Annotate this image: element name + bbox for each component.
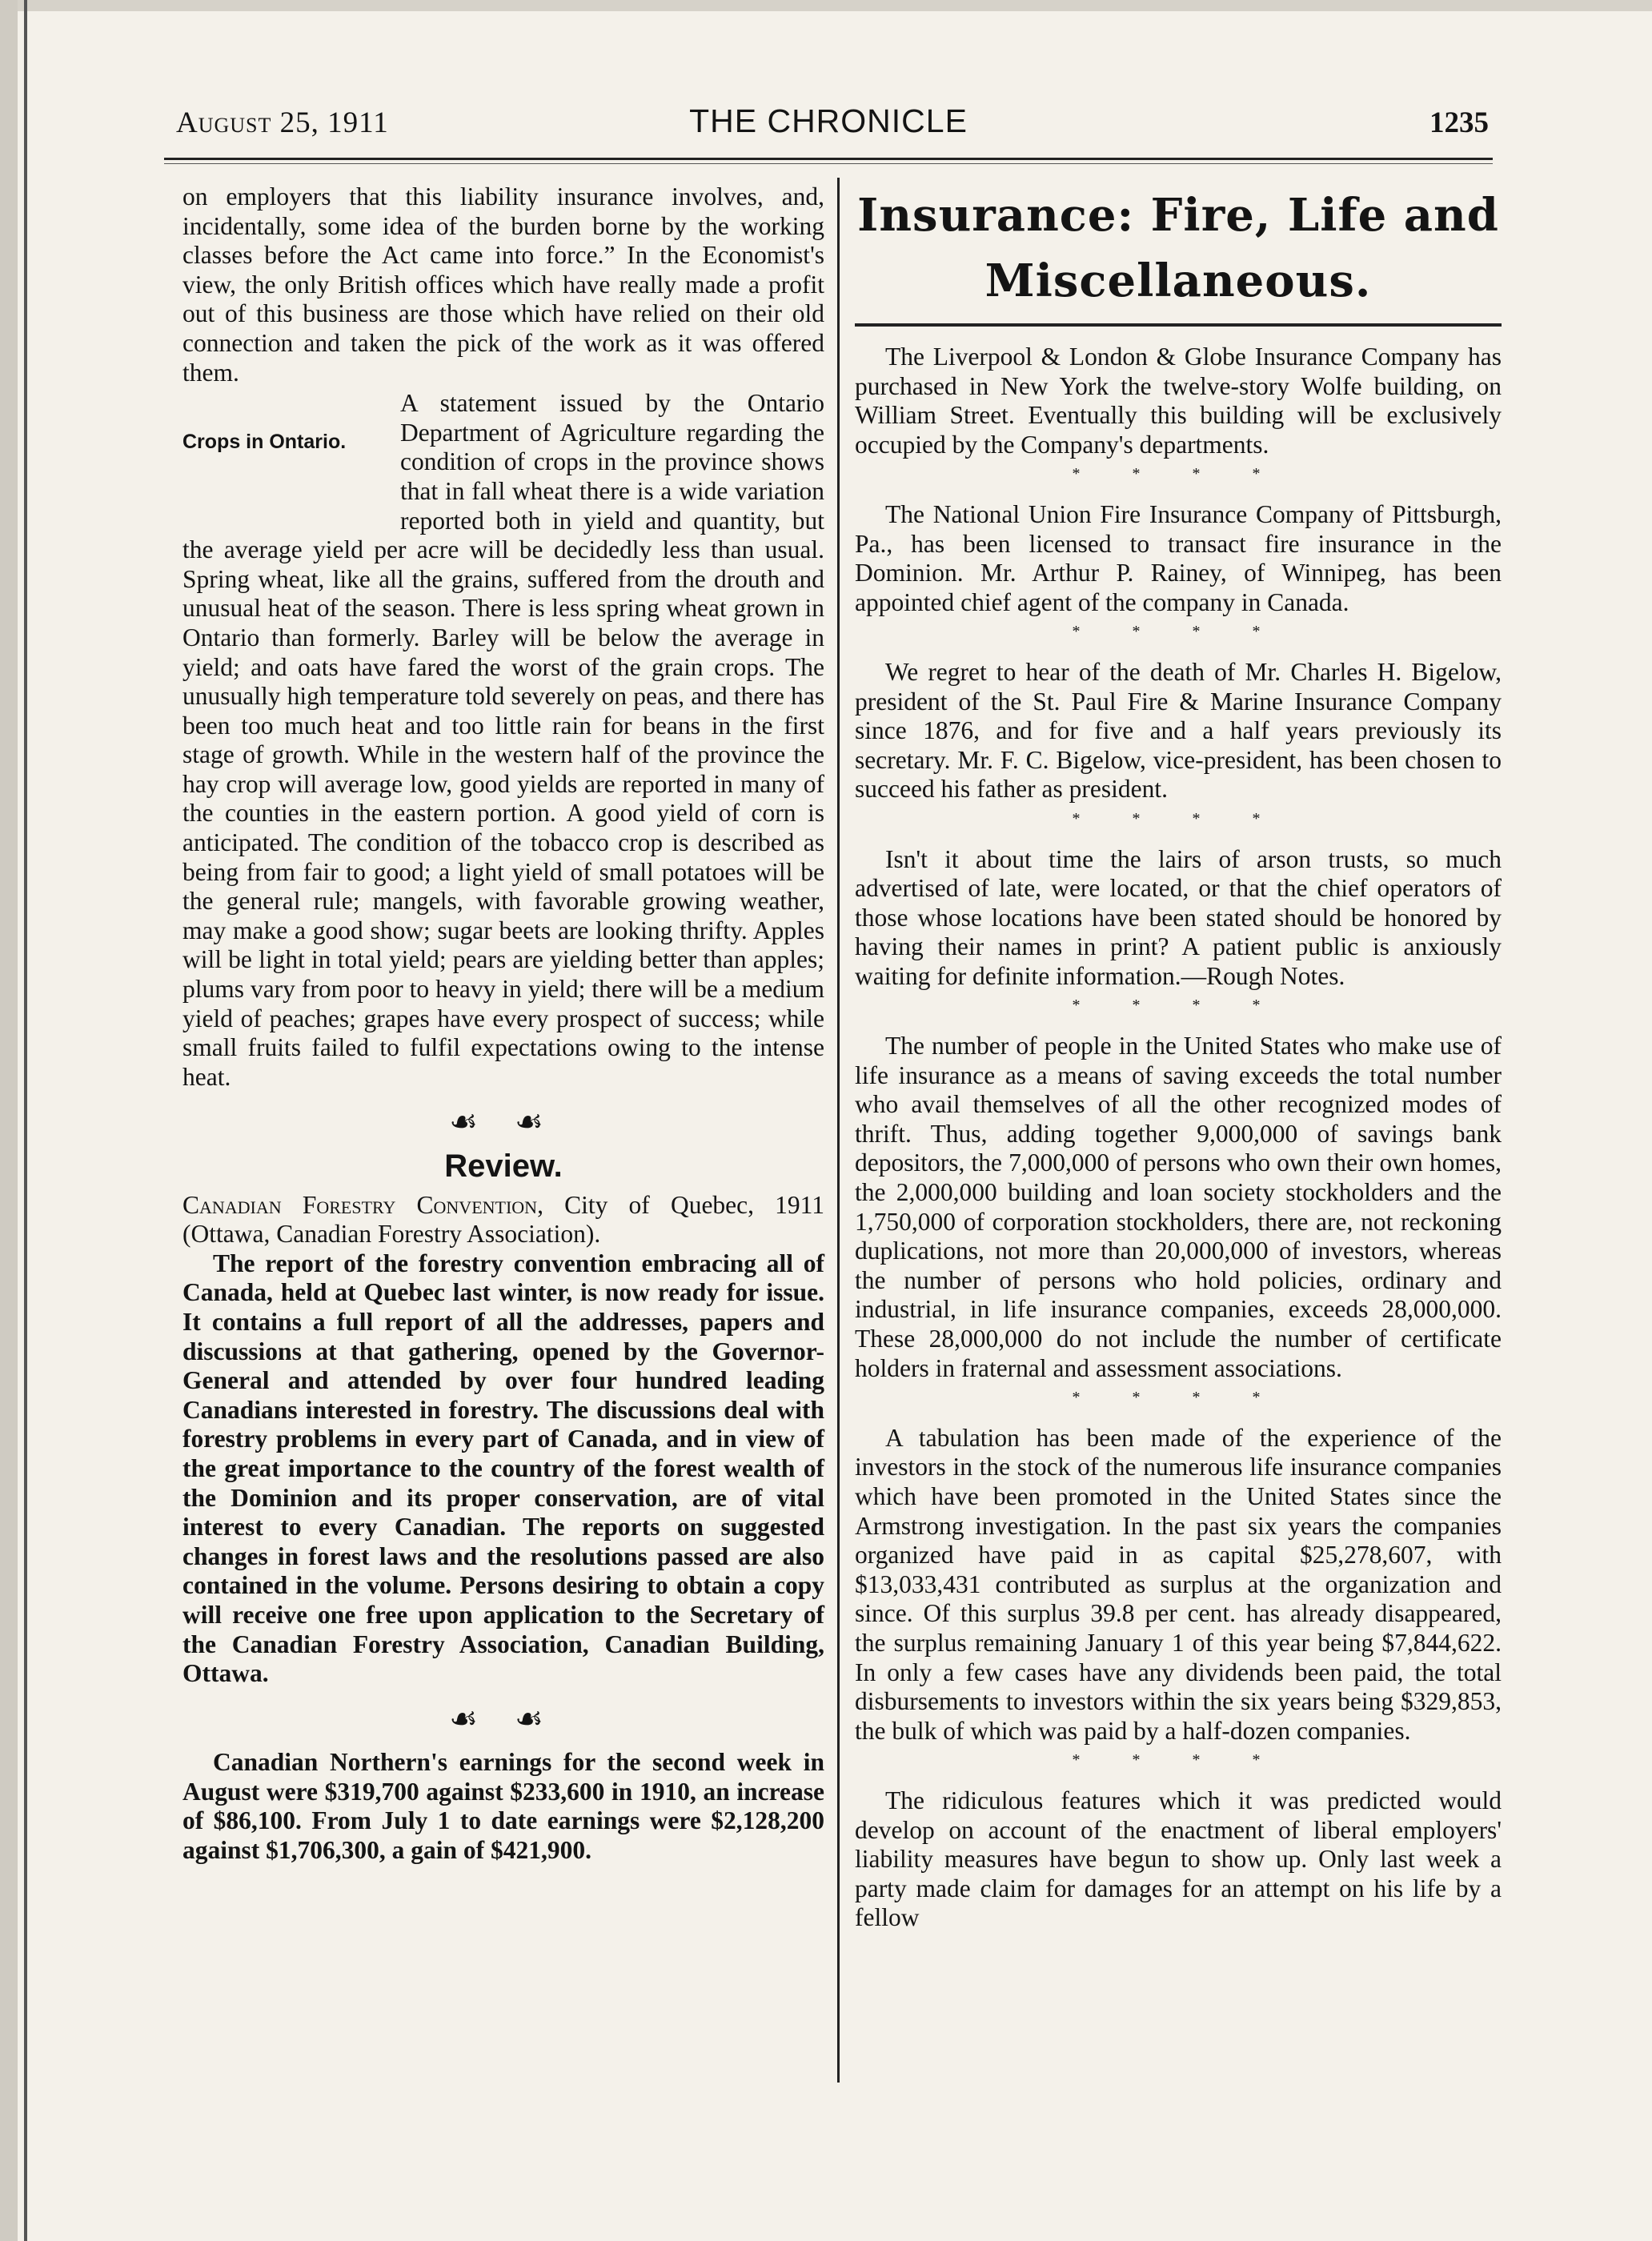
left-column [182, 182, 824, 1866]
item-separator: * * * * [1072, 623, 1285, 641]
liability-continuation: on employers that this liability insurance involves, and, incidentally, some idea of the burden borne by the working classes before the Act came into force.” In the Economist's view, the only British offices which have really made a profit out of this business are those which have relied on their old connection and taken the pick of the work as it was offered them. [182, 182, 824, 387]
earnings-text: Canadian Northern's earnings for the second week in August were $319,700 against $233,600 in 1910, an increase of $86,100. From July 1 to date earnings were $2,128,200 against $1,706,300, a gain of $421,900. [182, 1748, 824, 1865]
page-number: 1235 [1429, 106, 1489, 139]
item-separator: * * * * [1072, 1751, 1285, 1770]
crops-heading: Crops in Ontario. [182, 431, 347, 454]
item-separator: * * * * [1072, 1389, 1285, 1407]
section-title-line-1: Insurance: Fire, Life and [857, 189, 1499, 242]
item-separator: * * * * [1072, 465, 1285, 483]
news-item-national-union: The National Union Fire Insurance Company of Pittsburgh, Pa., has been licensed to transact fire insurance in the Dominion. Mr. Arthur P. Rainey, of Winnipeg, has been appointed chief agent of the company in Canada. [855, 499, 1502, 616]
crops-article [182, 389, 824, 1092]
news-item-thrift: The number of people in the United States who make use of life insurance as a means of saving exceeds the total number who avail themselves of all the other recognized modes of thrift. Thus, adding together 9,000,000 of savings bank depositors, the 7,000,000 of persons who own their own homes, the 2,000,000 building and loan society stockholders and the 1,750,000 of corporation stockholders, there are, not reckoning duplications, not more than 20,000,000 of investors, whereas the number of persons who hold policies, ordinary and industrial, in life insurance companies, exceeds 28,000,000. These 28,000,000 do not include the number of certificate holders in fraternal and assessment associations. [855, 1032, 1502, 1382]
section-ornament: ☙ ☙ [449, 1104, 558, 1141]
right-column [855, 182, 1502, 1933]
review-citation-title: Canadian Forestry Convention, [182, 1190, 543, 1219]
page-binding-line [24, 0, 27, 2241]
news-item-liability: The ridiculous features which it was predicted would develop on account of the enactment of liberal employers' liability measures have begun to show up. Only last week a party made claim for damages for an attempt on his life by a fellow [855, 1786, 1502, 1932]
item-separator: * * * * [1072, 996, 1285, 1015]
crops-text: A statement issued by the Ontario Department of Agriculture regarding the condition of crops in the province shows that in fall wheat there is a wide variation reported both in yield and quantity, but the average yield per acre will be decidedly less than usual. Spring wheat, like all the grains, suffered from the drouth and unusual heat of the season. There is less spring wheat grown in Ontario than formerly. Barley will be below the average in yield; and oats have fared the worst of the grain crops. The unusually high temperature told severely on peas, and there has been too much heat and too little rain for beans in the first stage of growth. While in the western half of the province the hay crop will average low, good yields are reported in many of the counties in the eastern portion. A good yield of corn is anticipated. The condition of the tobacco crop is described as being from fair to good; a light yield of small potatoes will be the general rule; mangels, with favorable growing weather, may make a good show; sugar beets are looking thrifty. Apples will be light in total yield; pears are yielding better than apples; plums vary from poor to heavy in yield; there will be a medium yield of peaches; grapes have every prospect of success; while small fruits failed to fulfil expectations owing to the intense heat. [182, 389, 824, 1091]
section-title [855, 182, 1502, 314]
section-ornament-2: ☙ ☙ [449, 1700, 558, 1737]
review-citation [182, 1191, 824, 1249]
header-rule [164, 158, 1493, 160]
news-item-arson: Isn't it about time the lairs of arson trusts, so much advertised of late, were located, or that the chief operators of those whose locations have been stated should be honored by having their names in print? A patient public is anxiously waiting for definite information.—Rough Notes. [855, 844, 1502, 990]
publication-title: THE CHRONICLE [689, 102, 968, 139]
review-text: The report of the forestry convention embracing all of Canada, held at Quebec last winter, is now ready for issue. It contains a full report of all the addresses, papers and discussions at that gathering, opened by the Governor-General and attended by over four hundred leading Canadians interested in forestry. The discussions deal with forestry problems in every part of Canada, and in view of the great importance to the country of the forest wealth of the Dominion and its proper conservation, are of vital interest to every Canadian. The reports on suggested changes in forest laws and the resolutions passed are also contained in the volume. Persons desiring to obtain a copy will receive one free upon application to the Secretary of the Canadian Forestry Association, Canadian Building, Ottawa. [182, 1249, 824, 1688]
page-binding-edge [0, 0, 18, 2241]
page-header [168, 102, 1489, 150]
news-item-bigelow: We regret to hear of the death of Mr. Charles H. Bigelow, president of the St. Paul Fire & Marine Insurance Company since 1876, and for five and a half years previously its secretary. Mr. F. C. Bigelow, vice-president, has been chosen to succeed his father as president. [855, 657, 1502, 804]
section-title-line-2: Miscellaneous. [984, 255, 1372, 307]
news-item-liverpool: The Liverpool & London & Globe Insurance Company has purchased in New York the twelve-story Wolfe building, on William Street. Eventually this building will be exclusively occupied by the Company's departments. [855, 343, 1502, 459]
column-divider [837, 178, 840, 2083]
issue-date: August 25, 1911 [176, 106, 389, 139]
review-citation-publisher: City of Quebec, 1911 (Ottawa, Canadian Forestry Association). [182, 1190, 825, 1249]
news-item-tabulation: A tabulation has been made of the experience of the investors in the stock of the numerous life insurance companies which have been promoted in the United States since the Armstrong investigation. In the past six years the companies organized have paid in as capital $25,278,607, with $13,033,431 contributed as surplus at the organization and since. Of this surplus 39.8 per cent. has already disappeared, the surplus remaining January 1 of this year being $7,844,622. In only a few cases have any dividends been paid, the total disbursements to investors within the six years being $329,853, the bulk of which was paid by a half-dozen companies. [855, 1423, 1502, 1745]
review-heading: Review. [444, 1149, 563, 1184]
page-top-border [0, 0, 1652, 11]
section-title-rule [855, 323, 1502, 327]
header-rule-thin [164, 163, 1493, 164]
item-separator: * * * * [1072, 809, 1285, 828]
